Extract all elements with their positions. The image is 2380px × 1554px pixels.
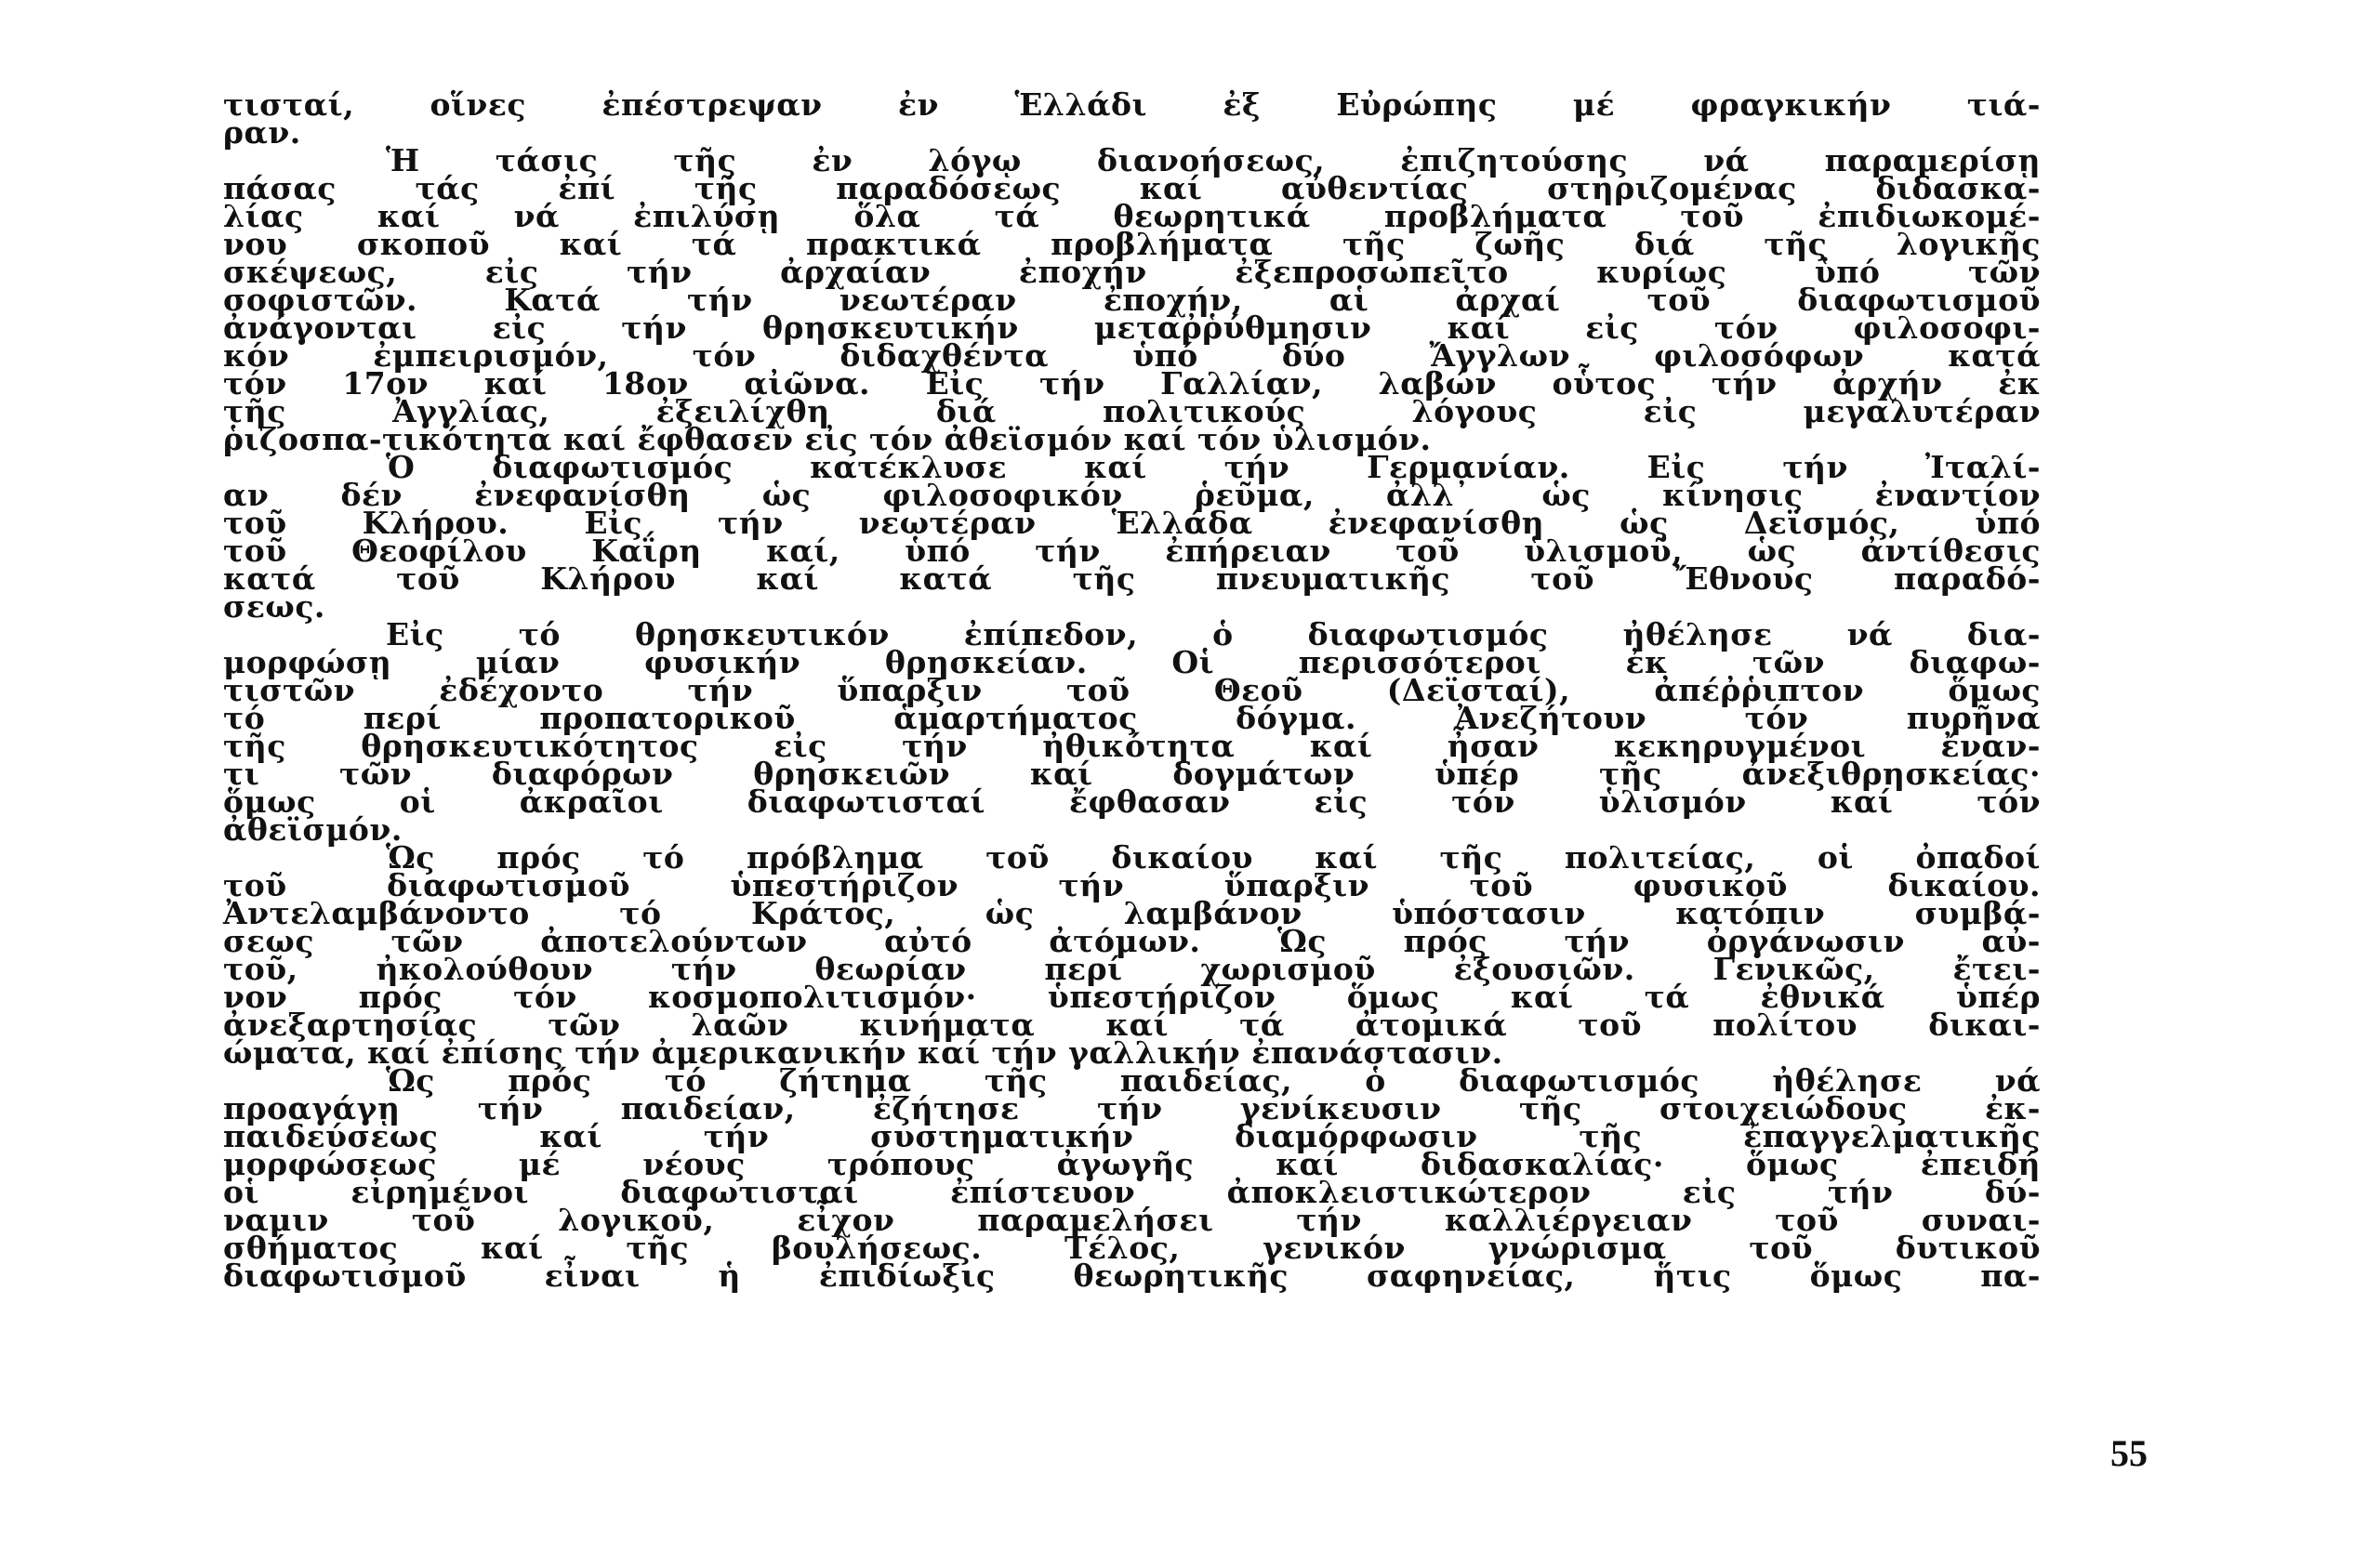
text-line: κατά τοῦ Κλήρου καί κατά τῆς πνευματικῆς τοῦ Ἔθνους παραδό- [223,560,2041,597]
text-line: ἀνεξαρτησίας τῶν λαῶν κινήματα καί τά ἀτομικά τοῦ πολίτου δικαι- [223,1007,2041,1043]
text-line: κόν ἐμπειρισμόν, τόν διδαχθέντα ὑπό δύο Ἄγγλων φιλοσόφων κατά [223,337,2041,374]
text-line: τῆς θρησκευτικότητος εἰς τήν ἠθικότητα καί ἦσαν κεκηρυγμένοι ἔναν- [223,728,2041,764]
text-line: τοῦ Θεοφίλου Καΐρη καί, ὑπό τήν ἐπήρειαν τοῦ ὑλισμοῦ, ὡς ἀντίθεσις [223,533,2041,569]
text-line: Ἀντελαμβάνοντο τό Κράτος, ὡς λαμβάνον ὑπόστασιν κατόπιν συμβά- [223,895,2041,931]
text-line: τισταί, οἵνες ἐπέστρεψαν ἐν Ἑλλάδι ἐξ Εὐρώπης μέ φραγκικήν τιά- [223,86,2041,123]
text-line: τό περί προπατορικοῦ ἁμαρτήματος δόγμα. Ἀνεζήτουν τόν πυρῆνα [223,700,2041,736]
text-line: μορφώσεως μέ νέους τρόπους ἀγωγῆς καί διδασκαλίας· ὅμως ἐπειδή [223,1146,2041,1182]
text-line: σθήματος καί τῆς βουλήσεως. Τέλος, γενικόν γνώρισμα τοῦ δυτικοῦ [223,1230,2041,1266]
text-line: τῆς Ἀγγλίας, ἐξειλίχθη διά πολιτικούς λόγους εἰς μεγαλυτέραν [223,393,2041,429]
text-line: σοφιστῶν. Κατά τήν νεωτέραν ἐποχήν, αἱ ἀρχαί τοῦ διαφωτισμοῦ [223,282,2041,318]
paragraph-start-line: Ἡ τάσις τῆς ἐν λόγῳ διανοήσεως, ἐπιζητούσης νά παραμερίσῃ [386,142,2041,178]
text-line: τοῦ, ἠκολούθουν τήν θεωρίαν περί χωρισμοῦ ἐξουσιῶν. Γενικῶς, ἔτει- [223,951,2041,987]
text-line: λίας καί νά ἐπιλύσῃ ὅλα τά θεωρητικά προβλήματα τοῦ ἐπιδιωκομέ- [223,198,2041,234]
text-line: ναμιν τοῦ λογικοῦ, εἶχον παραμελήσει τήν καλλιέργειαν τοῦ συναι- [223,1202,2041,1238]
text-line: ἀθεϊσμόν. [223,811,403,848]
text-line: σεως. [223,588,325,625]
text-line: διαφωτισμοῦ εἶναι ἡ ἐπιδίωξις θεωρητικῆς σαφηνείας, ἥτις ὅμως πα- [223,1258,2041,1294]
text-line: πάσας τάς ἐπί τῆς παραδόσεως καί αὐθεντίας στηριζομένας διδασκα- [223,170,2041,206]
text-line: μορφώσῃ μίαν φυσικήν θρησκείαν. Οἱ περισσότεροι ἐκ τῶν διαφω- [223,644,2041,680]
page-number: 55 [2110,1432,2148,1474]
text-line: ὅμως οἱ ἀκραῖοι διαφωτισταί ἔφθασαν εἰς τόν ὑλισμόν καί τόν [223,784,2041,820]
text-line: τοῦ Κλήρου. Εἰς τήν νεωτέραν Ἑλλάδα ἐνεφανίσθη ὡς Δεϊσμός, ὑπό [223,505,2041,541]
text-line: τόν 17ον καί 18ον αἰῶνα. Εἰς τήν Γαλλίαν, λαβών οὗτος τήν ἀρχήν ἐκ [223,365,2041,402]
text-line: προαγάγῃ τήν παιδείαν, ἐζήτησε τήν γενίκευσιν τῆς στοιχειώδους ἐκ- [223,1090,2041,1126]
text-line: αν δέν ἐνεφανίσθη ὡς φιλοσοφικόν ῥεῦμα, ἀλλ᾽ ὡς κίνησις ἐναντίον [223,477,2041,513]
text-line: νον πρός τόν κοσμοπολιτισμόν· ὑπεστήριζον ὅμως καί τά ἐθνικά ὑπέρ [223,979,2041,1015]
text-line: ῥιζοσπα-τικότητα καί ἔφθασεν εἰς τόν ἀθεϊσμόν καί τόν ὑλισμόν. [223,421,1432,457]
text-line: σκέψεως, εἰς τήν ἀρχαίαν ἐποχήν ἐξεπροσωπεῖτο κυρίως ὑπό τῶν [223,254,2041,290]
text-line: τιστῶν ἐδέχοντο τήν ὕπαρξιν τοῦ Θεοῦ (Δεϊσταί), ἀπέῤῥιπτον ὅμως [223,672,2041,708]
text-line: τι τῶν διαφόρων θρησκειῶν καί δογμάτων ὑπέρ τῆς ἀνεξιθρησκείας· [223,756,2041,792]
text-line: ἀνάγονται εἰς τήν θρησκευτικήν μεταῤῥύθμησιν καί εἰς τόν φιλοσοφι- [223,309,2041,346]
text-line: ραν. [223,114,301,151]
paragraph-start-line: Ὡς πρός τό πρόβλημα τοῦ δικαίου καί τῆς πολιτείας, οἱ ὀπαδοί [386,839,2041,876]
text-line: νου σκοποῦ καί τά πρακτικά προβλήματα τῆς ζωῆς διά τῆς λογικῆς [223,226,2041,262]
text-line: τοῦ διαφωτισμοῦ ὑπεστήριζον τήν ὕπαρξιν τοῦ φυσικοῦ δικαίου. [223,867,2041,903]
paragraph-start-line: Εἰς τό θρησκευτικόν ἐπίπεδον, ὁ διαφωτισμός ἠθέλησε νά δια- [386,616,2041,652]
text-line: σεως τῶν ἀποτελούντων αὐτό ἀτόμων. Ὡς πρός τήν ὀργάνωσιν αὐ- [223,923,2041,959]
text-line: οἱ εἰρημένοι διαφωτισταί ἐπίστευον ἀποκλειστικώτερον εἰς τήν δύ- [223,1174,2041,1210]
text-line: παιδεύσεως καί τήν συστηματικήν διαμόρφωσιν τῆς ἐπαγγελματικῆς [223,1118,2041,1154]
text-line: ώματα, καί ἐπίσης τήν ἀμερικανικήν καί τήν γαλλικήν ἐπανάστασιν. [223,1034,1503,1071]
paragraph-start-line: Ὡς πρός τό ζήτημα τῆς παιδείας, ὁ διαφωτισμός ἠθέλησε νά [386,1062,2041,1099]
body-text [223,86,2041,1294]
paragraph-start-line: Ὁ διαφωτισμός κατέκλυσε καί τήν Γερμανίαν. Εἰς τήν Ἰταλί- [386,449,2041,485]
